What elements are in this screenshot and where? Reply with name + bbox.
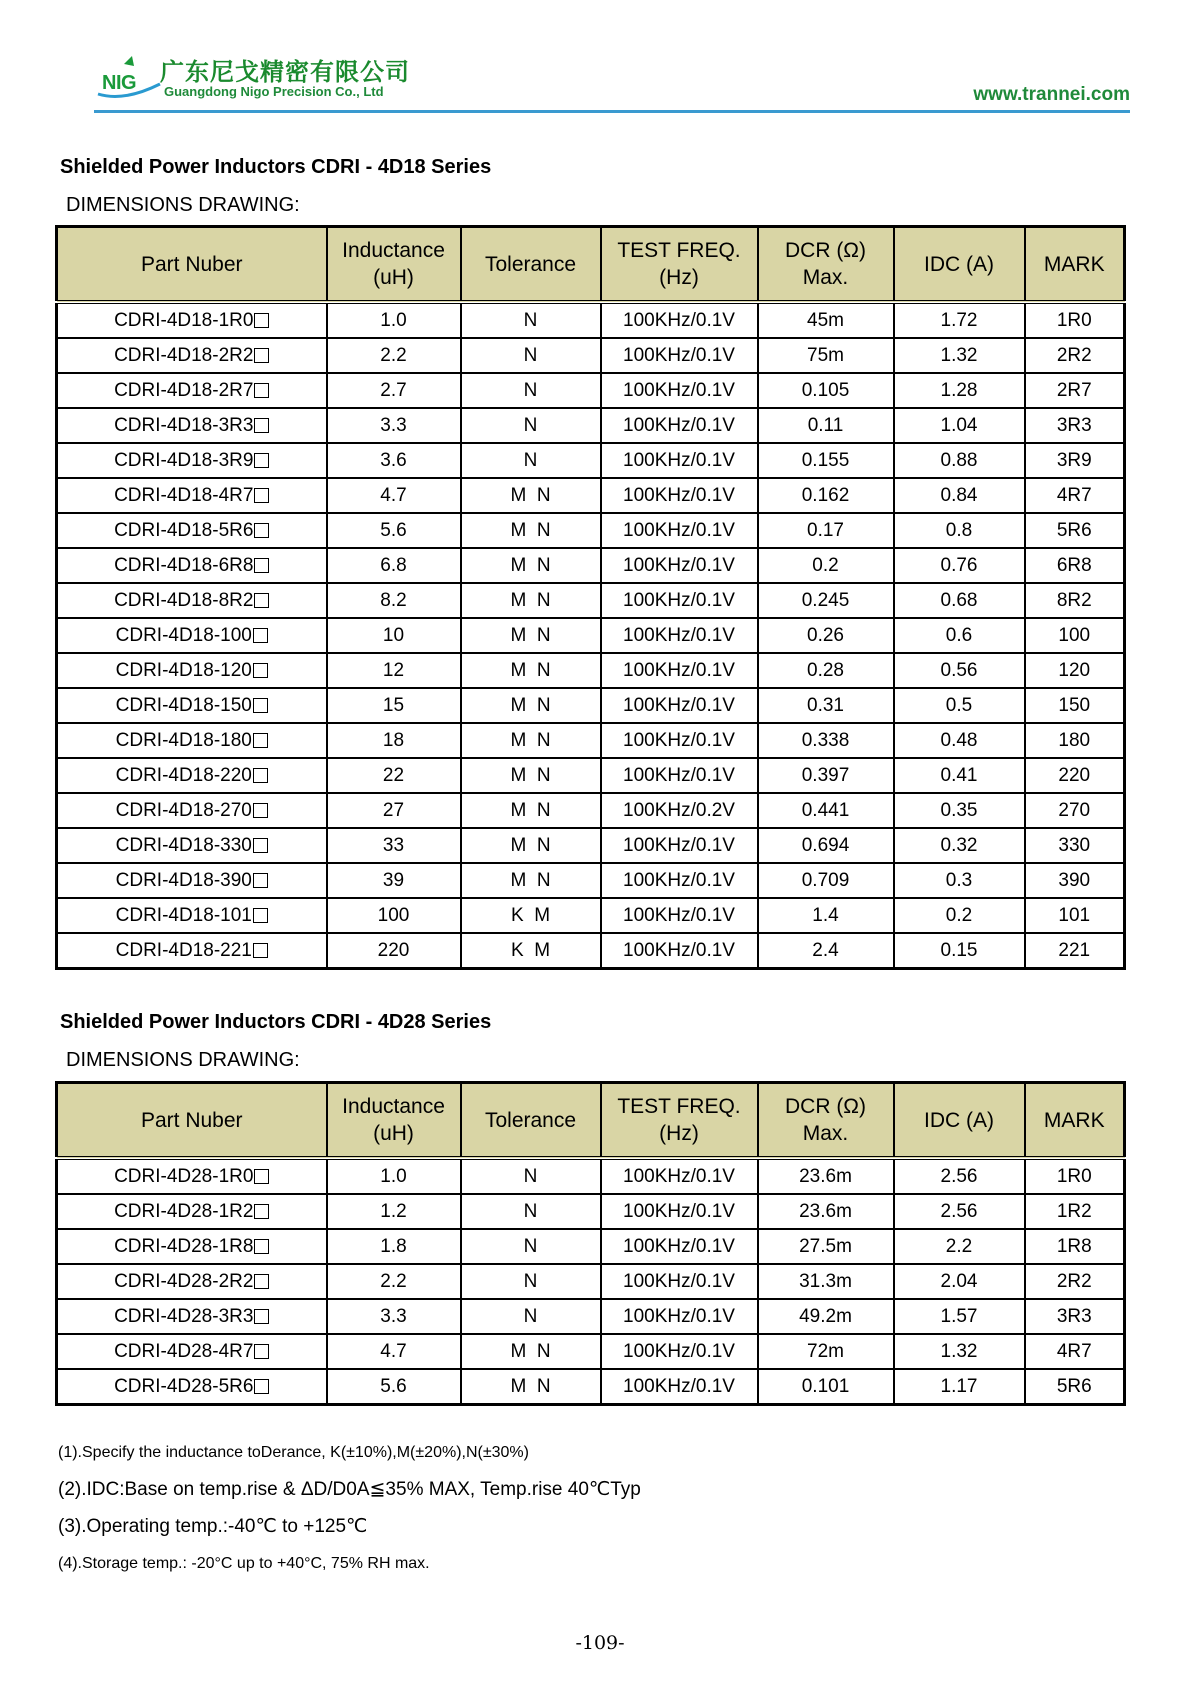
part-number-cell — [57, 583, 327, 618]
inductance-cell: 2.2 — [327, 1264, 461, 1299]
part-number-text: CDRI-4D18-2R7 — [114, 380, 254, 401]
test-freq-cell: 100KHz/0.1V — [601, 933, 758, 969]
inductance-cell: 3.3 — [327, 1299, 461, 1334]
dcr-cell: 45m — [758, 302, 894, 338]
option-box-icon — [254, 1239, 269, 1254]
test-freq-cell: 100KHz/0.1V — [601, 898, 758, 933]
table-row — [57, 723, 1125, 758]
part-number-cell — [57, 1334, 327, 1369]
part-number-text: CDRI-4D28-1R2 — [114, 1201, 254, 1222]
tolerance-cell: N — [461, 338, 601, 373]
column-header-idc: IDC (A) — [894, 227, 1025, 303]
mark-cell: 1R0 — [1025, 1158, 1125, 1194]
spec-table-4d28 — [55, 1081, 1126, 1406]
part-number-text: CDRI-4D18-120 — [115, 660, 252, 681]
dcr-cell: 0.338 — [758, 723, 894, 758]
idc-cell: 2.2 — [894, 1229, 1025, 1264]
test-freq-cell: 100KHz/0.1V — [601, 302, 758, 338]
test-freq-cell: 100KHz/0.1V — [601, 1369, 758, 1405]
inductance-cell: 3.6 — [327, 443, 461, 478]
header-divider — [94, 110, 1130, 113]
section-title-4d28: Shielded Power Inductors CDRI - 4D28 Series — [60, 1011, 492, 1033]
table-row — [57, 408, 1125, 443]
note-storage-temp: (4).Storage temp.: -20°C up to +40°C, 75% RH max. — [58, 1555, 430, 1572]
table-row — [57, 828, 1125, 863]
tolerance-cell: M N — [461, 653, 601, 688]
dcr-cell: 75m — [758, 338, 894, 373]
idc-cell: 2.56 — [894, 1194, 1025, 1229]
part-number-cell — [57, 302, 327, 338]
tolerance-cell: N — [461, 1158, 601, 1194]
part-number-text: CDRI-4D28-3R3 — [114, 1306, 254, 1327]
dcr-cell: 23.6m — [758, 1158, 894, 1194]
tolerance-cell: M N — [461, 1334, 601, 1369]
dcr-cell: 27.5m — [758, 1229, 894, 1264]
mark-cell: 2R2 — [1025, 338, 1125, 373]
option-box-icon — [254, 348, 269, 363]
test-freq-cell: 100KHz/0.1V — [601, 478, 758, 513]
part-number-text: CDRI-4D28-1R8 — [114, 1236, 254, 1257]
table-row — [57, 443, 1125, 478]
option-box-icon — [254, 453, 269, 468]
column-header-dcr: DCR (Ω) Max. — [758, 227, 894, 303]
inductance-cell: 15 — [327, 688, 461, 723]
dcr-cell: 31.3m — [758, 1264, 894, 1299]
part-number-cell — [57, 793, 327, 828]
option-box-icon — [254, 313, 269, 328]
table-row — [57, 688, 1125, 723]
tolerance-cell: M N — [461, 828, 601, 863]
column-header-mark: MARK — [1025, 1083, 1125, 1159]
mark-cell: 390 — [1025, 863, 1125, 898]
idc-cell: 1.72 — [894, 302, 1025, 338]
tolerance-cell: M N — [461, 1369, 601, 1405]
inductance-cell: 22 — [327, 758, 461, 793]
inductance-cell: 1.0 — [327, 302, 461, 338]
table-row — [57, 338, 1125, 373]
website-link[interactable]: www.trannei.com — [973, 84, 1130, 105]
part-number-text: CDRI-4D18-390 — [115, 870, 252, 891]
part-number-cell — [57, 1299, 327, 1334]
part-number-cell — [57, 548, 327, 583]
table-row — [57, 1369, 1125, 1405]
option-box-icon — [253, 908, 268, 923]
page-header — [94, 48, 1130, 114]
note-operating-temp: (3).Operating temp.:-40℃ to +125℃ — [58, 1516, 368, 1537]
company-name-cn: 广东尼戈精密有限公司 — [160, 57, 410, 86]
table-row — [57, 898, 1125, 933]
idc-cell: 1.32 — [894, 338, 1025, 373]
option-box-icon — [253, 838, 268, 853]
column-header-part-number: Part Nuber — [57, 1083, 327, 1159]
column-header-dcr: DCR (Ω) Max. — [758, 1083, 894, 1159]
part-number-text: CDRI-4D18-3R3 — [114, 415, 254, 436]
test-freq-cell: 100KHz/0.1V — [601, 408, 758, 443]
tolerance-cell: M N — [461, 688, 601, 723]
option-box-icon — [254, 418, 269, 433]
table-row — [57, 1194, 1125, 1229]
dcr-cell: 0.2 — [758, 548, 894, 583]
part-number-cell — [57, 1229, 327, 1264]
column-header-inductance: Inductance (uH) — [327, 227, 461, 303]
part-number-text: CDRI-4D18-6R8 — [114, 555, 254, 576]
table-row — [57, 373, 1125, 408]
dcr-cell: 0.31 — [758, 688, 894, 723]
dcr-cell: 2.4 — [758, 933, 894, 969]
test-freq-cell: 100KHz/0.1V — [601, 618, 758, 653]
option-box-icon — [253, 733, 268, 748]
part-number-text: CDRI-4D28-5R6 — [114, 1376, 254, 1397]
inductance-cell: 100 — [327, 898, 461, 933]
idc-cell: 0.6 — [894, 618, 1025, 653]
dcr-cell: 0.441 — [758, 793, 894, 828]
idc-cell: 1.32 — [894, 1334, 1025, 1369]
inductance-cell: 4.7 — [327, 478, 461, 513]
option-box-icon — [254, 593, 269, 608]
table-row — [57, 793, 1125, 828]
test-freq-cell: 100KHz/0.1V — [601, 513, 758, 548]
tolerance-cell: M N — [461, 758, 601, 793]
tolerance-cell: N — [461, 1229, 601, 1264]
part-number-text: CDRI-4D18-3R9 — [114, 450, 254, 471]
tolerance-cell: N — [461, 373, 601, 408]
dcr-cell: 0.105 — [758, 373, 894, 408]
tolerance-cell: M N — [461, 513, 601, 548]
idc-cell: 1.57 — [894, 1299, 1025, 1334]
option-box-icon — [253, 663, 268, 678]
mark-cell: 120 — [1025, 653, 1125, 688]
column-header-part-number: Part Nuber — [57, 227, 327, 303]
dcr-cell: 23.6m — [758, 1194, 894, 1229]
idc-cell: 0.76 — [894, 548, 1025, 583]
column-header-test-freq: TEST FREQ. (Hz) — [601, 227, 758, 303]
mark-cell: 180 — [1025, 723, 1125, 758]
part-number-cell — [57, 828, 327, 863]
table-row — [57, 758, 1125, 793]
part-number-cell — [57, 373, 327, 408]
tolerance-cell: M N — [461, 478, 601, 513]
idc-cell: 2.04 — [894, 1264, 1025, 1299]
inductance-cell: 10 — [327, 618, 461, 653]
option-box-icon — [253, 698, 268, 713]
part-number-text: CDRI-4D18-100 — [115, 625, 252, 646]
option-box-icon — [254, 488, 269, 503]
table-row — [57, 1229, 1125, 1264]
dcr-cell: 0.694 — [758, 828, 894, 863]
test-freq-cell: 100KHz/0.2V — [601, 793, 758, 828]
test-freq-cell: 100KHz/0.1V — [601, 758, 758, 793]
inductance-cell: 4.7 — [327, 1334, 461, 1369]
part-number-text: CDRI-4D18-330 — [115, 835, 252, 856]
dcr-cell: 49.2m — [758, 1299, 894, 1334]
part-number-cell — [57, 723, 327, 758]
idc-cell: 0.32 — [894, 828, 1025, 863]
company-logo — [94, 54, 164, 100]
idc-cell: 0.68 — [894, 583, 1025, 618]
table-row — [57, 1299, 1125, 1334]
tolerance-cell: K M — [461, 933, 601, 969]
option-box-icon — [254, 1379, 269, 1394]
inductance-cell: 5.6 — [327, 513, 461, 548]
test-freq-cell: 100KHz/0.1V — [601, 443, 758, 478]
table-body-4d18 — [57, 302, 1125, 969]
inductance-cell: 39 — [327, 863, 461, 898]
dcr-cell: 0.397 — [758, 758, 894, 793]
tolerance-cell: M N — [461, 793, 601, 828]
spec-table-4d18 — [55, 225, 1126, 970]
mark-cell: 5R6 — [1025, 1369, 1125, 1405]
idc-cell: 0.56 — [894, 653, 1025, 688]
inductance-cell: 33 — [327, 828, 461, 863]
dcr-cell: 0.17 — [758, 513, 894, 548]
part-number-cell — [57, 513, 327, 548]
part-number-cell — [57, 688, 327, 723]
part-number-text: CDRI-4D28-1R0 — [114, 1166, 254, 1187]
option-box-icon — [254, 1169, 269, 1184]
inductance-cell: 1.2 — [327, 1194, 461, 1229]
part-number-cell — [57, 898, 327, 933]
idc-cell: 0.2 — [894, 898, 1025, 933]
mark-cell: 4R7 — [1025, 478, 1125, 513]
option-box-icon — [253, 768, 268, 783]
part-number-cell — [57, 443, 327, 478]
idc-cell: 0.88 — [894, 443, 1025, 478]
mark-cell: 100 — [1025, 618, 1125, 653]
test-freq-cell: 100KHz/0.1V — [601, 373, 758, 408]
part-number-cell — [57, 408, 327, 443]
idc-cell: 1.28 — [894, 373, 1025, 408]
table-body-4d28 — [57, 1158, 1125, 1405]
test-freq-cell: 100KHz/0.1V — [601, 583, 758, 618]
mark-cell: 1R8 — [1025, 1229, 1125, 1264]
idc-cell: 0.3 — [894, 863, 1025, 898]
dcr-cell: 0.709 — [758, 863, 894, 898]
part-number-text: CDRI-4D18-180 — [115, 730, 252, 751]
note-tolerance: (1).Specify the inductance toDerance, K(±10%),M(±20%),N(±30%) — [58, 1444, 529, 1461]
mark-cell: 4R7 — [1025, 1334, 1125, 1369]
dcr-cell: 0.245 — [758, 583, 894, 618]
test-freq-cell: 100KHz/0.1V — [601, 723, 758, 758]
mark-cell: 3R9 — [1025, 443, 1125, 478]
idc-cell: 0.35 — [894, 793, 1025, 828]
inductance-cell: 220 — [327, 933, 461, 969]
part-number-text: CDRI-4D18-5R6 — [114, 520, 254, 541]
part-number-text: CDRI-4D18-270 — [115, 800, 252, 821]
note-idc: (2).IDC:Base on temp.rise & ΔD/D0A≦35% MAX, Temp.rise 40℃Typ — [58, 1479, 641, 1500]
tolerance-cell: M N — [461, 548, 601, 583]
mark-cell: 150 — [1025, 688, 1125, 723]
mark-cell: 3R3 — [1025, 1299, 1125, 1334]
section-subtitle-4d18: DIMENSIONS DRAWING: — [66, 194, 300, 216]
part-number-text: CDRI-4D28-4R7 — [114, 1341, 254, 1362]
option-box-icon — [253, 628, 268, 643]
inductance-cell: 18 — [327, 723, 461, 758]
table-row — [57, 863, 1125, 898]
section-title-4d18: Shielded Power Inductors CDRI - 4D18 Series — [60, 156, 492, 178]
table-row — [57, 1334, 1125, 1369]
option-box-icon — [253, 803, 268, 818]
tolerance-cell: N — [461, 408, 601, 443]
part-number-cell — [57, 758, 327, 793]
idc-cell: 0.41 — [894, 758, 1025, 793]
mark-cell: 1R0 — [1025, 302, 1125, 338]
part-number-cell — [57, 863, 327, 898]
mark-cell: 6R8 — [1025, 548, 1125, 583]
dcr-cell: 0.28 — [758, 653, 894, 688]
dcr-cell: 0.155 — [758, 443, 894, 478]
part-number-text: CDRI-4D18-1R0 — [114, 310, 254, 331]
inductance-cell: 27 — [327, 793, 461, 828]
tolerance-cell: M N — [461, 583, 601, 618]
company-name-en: Guangdong Nigo Precision Co., Ltd — [164, 84, 384, 99]
notes-block — [58, 1443, 641, 1591]
tolerance-cell: N — [461, 443, 601, 478]
test-freq-cell: 100KHz/0.1V — [601, 338, 758, 373]
test-freq-cell: 100KHz/0.1V — [601, 863, 758, 898]
table-row — [57, 583, 1125, 618]
mark-cell: 221 — [1025, 933, 1125, 969]
table-row — [57, 302, 1125, 338]
test-freq-cell: 100KHz/0.1V — [601, 1158, 758, 1194]
mark-cell: 2R2 — [1025, 1264, 1125, 1299]
table-row — [57, 1264, 1125, 1299]
part-number-cell — [57, 1158, 327, 1194]
logo-text: NIG — [102, 72, 137, 94]
idc-cell: 0.84 — [894, 478, 1025, 513]
option-box-icon — [254, 1274, 269, 1289]
part-number-text: CDRI-4D28-2R2 — [114, 1271, 254, 1292]
part-number-cell — [57, 618, 327, 653]
dcr-cell: 0.101 — [758, 1369, 894, 1405]
inductance-cell: 6.8 — [327, 548, 461, 583]
test-freq-cell: 100KHz/0.1V — [601, 1264, 758, 1299]
column-header-inductance: Inductance (uH) — [327, 1083, 461, 1159]
test-freq-cell: 100KHz/0.1V — [601, 688, 758, 723]
tolerance-cell: M N — [461, 618, 601, 653]
table-header-row — [57, 1083, 1125, 1159]
inductance-cell: 1.0 — [327, 1158, 461, 1194]
part-number-text: CDRI-4D18-221 — [115, 940, 252, 961]
table-row — [57, 933, 1125, 969]
column-header-tolerance: Tolerance — [461, 227, 601, 303]
dcr-cell: 0.26 — [758, 618, 894, 653]
mark-cell: 1R2 — [1025, 1194, 1125, 1229]
dcr-cell: 0.162 — [758, 478, 894, 513]
option-box-icon — [254, 383, 269, 398]
option-box-icon — [254, 1204, 269, 1219]
option-box-icon — [254, 558, 269, 573]
option-box-icon — [254, 523, 269, 538]
column-header-idc: IDC (A) — [894, 1083, 1025, 1159]
tolerance-cell: M N — [461, 863, 601, 898]
inductance-cell: 12 — [327, 653, 461, 688]
test-freq-cell: 100KHz/0.1V — [601, 548, 758, 583]
column-header-mark: MARK — [1025, 227, 1125, 303]
mark-cell: 2R7 — [1025, 373, 1125, 408]
section-subtitle-4d28: DIMENSIONS DRAWING: — [66, 1049, 300, 1071]
option-box-icon — [254, 1309, 269, 1324]
table-row — [57, 548, 1125, 583]
tolerance-cell: M N — [461, 723, 601, 758]
tolerance-cell: K M — [461, 898, 601, 933]
dcr-cell: 0.11 — [758, 408, 894, 443]
part-number-cell — [57, 478, 327, 513]
table-row — [57, 653, 1125, 688]
part-number-text: CDRI-4D18-150 — [115, 695, 252, 716]
test-freq-cell: 100KHz/0.1V — [601, 1194, 758, 1229]
mark-cell: 3R3 — [1025, 408, 1125, 443]
test-freq-cell: 100KHz/0.1V — [601, 1334, 758, 1369]
tolerance-cell: N — [461, 302, 601, 338]
inductance-cell: 3.3 — [327, 408, 461, 443]
dcr-cell: 1.4 — [758, 898, 894, 933]
part-number-text: CDRI-4D18-220 — [115, 765, 252, 786]
idc-cell: 2.56 — [894, 1158, 1025, 1194]
table-row — [57, 513, 1125, 548]
part-number-cell — [57, 933, 327, 969]
part-number-cell — [57, 338, 327, 373]
idc-cell: 0.15 — [894, 933, 1025, 969]
tolerance-cell: N — [461, 1194, 601, 1229]
mark-cell: 330 — [1025, 828, 1125, 863]
part-number-text: CDRI-4D18-101 — [115, 905, 252, 926]
mark-cell: 5R6 — [1025, 513, 1125, 548]
test-freq-cell: 100KHz/0.1V — [601, 828, 758, 863]
mark-cell: 270 — [1025, 793, 1125, 828]
inductance-cell: 5.6 — [327, 1369, 461, 1405]
test-freq-cell: 100KHz/0.1V — [601, 1299, 758, 1334]
idc-cell: 0.5 — [894, 688, 1025, 723]
option-box-icon — [254, 1344, 269, 1359]
inductance-cell: 8.2 — [327, 583, 461, 618]
tolerance-cell: N — [461, 1299, 601, 1334]
tolerance-cell: N — [461, 1264, 601, 1299]
test-freq-cell: 100KHz/0.1V — [601, 653, 758, 688]
part-number-cell — [57, 1264, 327, 1299]
option-box-icon — [253, 943, 268, 958]
table-row — [57, 1158, 1125, 1194]
part-number-text: CDRI-4D18-4R7 — [114, 485, 254, 506]
page-number: -109- — [575, 1632, 625, 1654]
inductance-cell: 2.7 — [327, 373, 461, 408]
mark-cell: 101 — [1025, 898, 1125, 933]
mark-cell: 8R2 — [1025, 583, 1125, 618]
test-freq-cell: 100KHz/0.1V — [601, 1229, 758, 1264]
table-row — [57, 478, 1125, 513]
idc-cell: 1.17 — [894, 1369, 1025, 1405]
column-header-test-freq: TEST FREQ. (Hz) — [601, 1083, 758, 1159]
part-number-text: CDRI-4D18-8R2 — [114, 590, 254, 611]
inductance-cell: 1.8 — [327, 1229, 461, 1264]
part-number-cell — [57, 1369, 327, 1405]
part-number-text: CDRI-4D18-2R2 — [114, 345, 254, 366]
dcr-cell: 72m — [758, 1334, 894, 1369]
inductance-cell: 2.2 — [327, 338, 461, 373]
idc-cell: 0.48 — [894, 723, 1025, 758]
table-header-row — [57, 227, 1125, 303]
part-number-cell — [57, 653, 327, 688]
table-row — [57, 618, 1125, 653]
mark-cell: 220 — [1025, 758, 1125, 793]
option-box-icon — [253, 873, 268, 888]
column-header-tolerance: Tolerance — [461, 1083, 601, 1159]
idc-cell: 1.04 — [894, 408, 1025, 443]
part-number-cell — [57, 1194, 327, 1229]
idc-cell: 0.8 — [894, 513, 1025, 548]
